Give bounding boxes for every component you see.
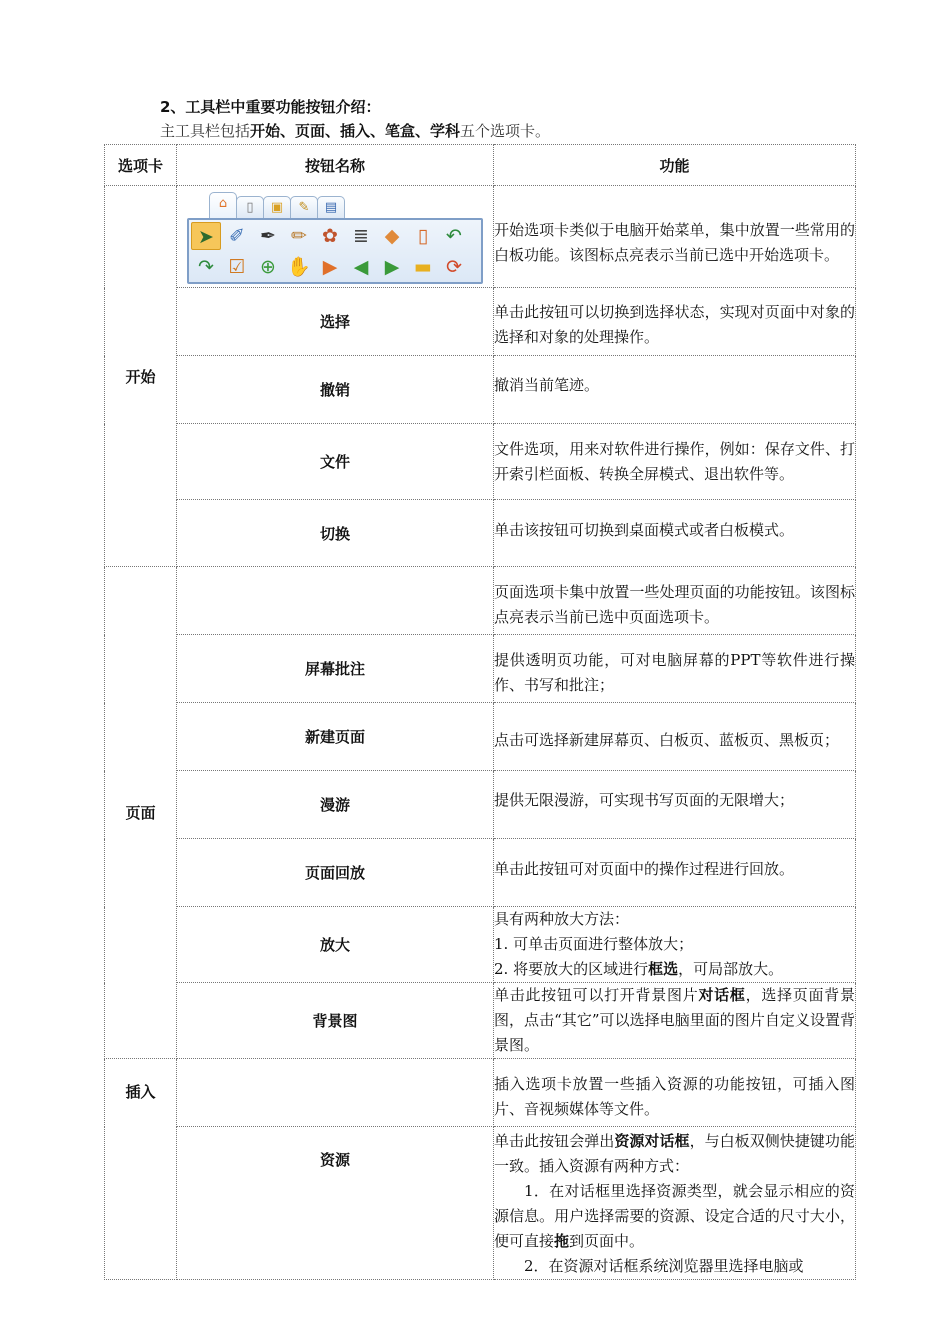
hand-icon: ✋ <box>287 255 311 278</box>
table-row <box>105 288 856 356</box>
table-row <box>105 424 856 500</box>
function-line: 2．在资源对话框系统浏览器里选择电脑或 <box>524 1257 804 1275</box>
select-arrow-icon: ➤ <box>191 222 221 250</box>
function-text: 提供无限漫游，可实现书写页面的无限增大； <box>494 791 795 809</box>
toolbar-screenshot <box>185 188 485 286</box>
toolbar-function-table <box>104 144 856 1280</box>
function-text: 文件选项，用来对软件进行操作，例如：保存文件、打开索引栏面板、转换全屏模式、退出软件等。 <box>494 439 855 483</box>
header-tab: 选项卡 <box>105 145 177 186</box>
function-keyword: 对话框 <box>698 986 746 1004</box>
function-cell <box>494 635 856 703</box>
home-icon: ⌂ <box>209 192 237 219</box>
eraser-icon: ◆ <box>384 224 400 247</box>
playback-icon: ▶ <box>322 255 338 278</box>
header-function: 功能 <box>494 145 856 186</box>
function-line <box>494 1129 855 1179</box>
tab-page-cell: 页面 <box>105 567 177 1059</box>
function-text: ，选择页面背景图，点击“其它”可以选择电脑里面的图片自定义设置背景图。 <box>494 986 855 1054</box>
button-name-cell: 撤销 <box>177 356 494 424</box>
button-name-cell: 背景图 <box>177 983 494 1059</box>
function-text: 页面选项卡集中放置一些处理页面的功能按钮。该图标点亮表示当前已选中页面选项卡。 <box>494 582 855 626</box>
function-text: 单击此按钮可对页面中的操作过程进行回放。 <box>494 860 795 878</box>
new-page-icon: ⊕ <box>260 255 276 278</box>
function-cell <box>494 567 856 635</box>
function-cell <box>494 1127 856 1280</box>
function-cell <box>494 424 856 500</box>
refresh-icon: ⟳ <box>446 255 462 278</box>
function-text: 插入选项卡放置一些插入资源的功能按钮，可插入图片、音视频媒体等文件。 <box>494 1074 855 1118</box>
table-row <box>105 500 856 567</box>
next-page-icon: ▶ <box>384 255 400 278</box>
toolbar-row-1 <box>191 222 469 252</box>
function-cell <box>494 839 856 907</box>
function-cell <box>494 288 856 356</box>
redo-icon: ↷ <box>198 255 214 278</box>
function-text: ，可局部放大。 <box>678 960 784 978</box>
intro-suffix: 五个选项卡。 <box>460 122 551 140</box>
insert-icon: ▣ <box>263 196 291 219</box>
button-name-cell: 文件 <box>177 424 494 500</box>
toolbar-image-cell <box>177 186 494 288</box>
table-row <box>105 703 856 771</box>
table-row <box>105 907 856 983</box>
function-line: 1. 可单击页面进行整体放大； <box>494 935 694 953</box>
file-icon: ▯ <box>417 224 429 247</box>
function-keyword: 框选 <box>648 960 679 978</box>
function-cell <box>494 500 856 567</box>
function-text: ，与白板双侧快捷键功能一致。插入资源有两种方式： <box>494 1132 855 1175</box>
table-row <box>105 356 856 424</box>
palette-icon: ✿ <box>322 224 338 247</box>
intro-tab-list: 开始、页面、插入、笔盒、学科 <box>250 122 461 140</box>
button-name-cell <box>177 567 494 635</box>
table-row <box>105 771 856 839</box>
button-name-cell: 页面回放 <box>177 839 494 907</box>
table-row <box>105 567 856 635</box>
ruler-pen-icon: ✐ <box>229 224 245 247</box>
function-text: 开始选项卡类似于电脑开始菜单，集中放置一些常用的白板功能。该图标点亮表示当前已选中开始选项卡。 <box>494 220 855 264</box>
button-name-cell: 放大 <box>177 907 494 983</box>
function-text: 单击该按钮可切换到桌面模式或者白板模式。 <box>494 520 795 539</box>
button-name-cell: 漫游 <box>177 771 494 839</box>
function-text: 撤消当前笔迹。 <box>494 376 600 394</box>
button-name-cell: 新建页面 <box>177 703 494 771</box>
function-text: 2. 将要放大的区域进行 <box>494 960 649 978</box>
folder-icon: ▬ <box>414 255 432 278</box>
tab-start-cell: 开始 <box>105 186 177 567</box>
toolbar-tabs <box>189 192 359 218</box>
tab-insert-cell: 插入 <box>105 1059 177 1280</box>
table-row <box>105 1059 856 1127</box>
function-text: 点击可选择新建屏幕页、白板页、蓝板页、黑板页； <box>494 731 840 749</box>
prev-page-icon: ◀ <box>353 255 369 278</box>
function-text: 单击此按钮可以打开背景图片 <box>494 986 699 1004</box>
function-cell <box>494 983 856 1059</box>
function-text: 到页面中。 <box>569 1232 645 1250</box>
function-text: 提供透明页功能，可对电脑屏幕的PPT等软件进行操作、书写和批注； <box>494 650 855 694</box>
function-keyword: 拖 <box>554 1232 570 1250</box>
function-cell <box>494 356 856 424</box>
toolbar-panel <box>187 218 483 284</box>
button-name-cell: 切换 <box>177 500 494 567</box>
toolbar-row-2 <box>191 253 469 283</box>
brush-icon: ✒ <box>260 224 276 247</box>
function-line: 具有两种放大方法： <box>494 910 630 928</box>
function-cell <box>494 703 856 771</box>
function-cell <box>494 907 856 983</box>
table-row <box>105 839 856 907</box>
intro-prefix: 主工具栏包括 <box>160 122 251 140</box>
table-row <box>105 1127 856 1280</box>
function-text: 1．在对话框里选择资源类型，就会显示相应的资源信息。用户选择需要的资源、设定合适的尺寸大小，便可直接 <box>494 1182 855 1250</box>
table-row <box>105 186 856 288</box>
table-header-row <box>105 145 856 186</box>
function-cell <box>494 186 856 288</box>
table-row <box>105 635 856 703</box>
header-button-name: 按钮名称 <box>177 145 494 186</box>
button-name-cell: 资源 <box>177 1127 494 1280</box>
function-line <box>494 1179 855 1254</box>
function-line <box>494 957 855 982</box>
function-text: 单击此按钮会弹出 <box>494 1132 615 1150</box>
function-cell <box>494 1059 856 1127</box>
subject-icon: ▤ <box>317 196 345 219</box>
undo-icon: ↶ <box>446 224 462 247</box>
section-heading: 2、工具栏中重要功能按钮介绍： <box>160 98 381 116</box>
button-name-cell: 选择 <box>177 288 494 356</box>
button-name-cell <box>177 1059 494 1127</box>
penbox-icon: ✎ <box>290 196 318 219</box>
edit-icon: ☑ <box>228 255 246 278</box>
function-keyword: 资源对话框 <box>614 1132 690 1150</box>
function-text: 单击此按钮可以切换到选择状态，实现对页面中对象的选择和对象的处理操作。 <box>494 302 855 346</box>
intro-paragraph <box>160 121 550 141</box>
text-icon: ≣ <box>353 224 369 247</box>
paintbrush-icon: ✏ <box>291 224 307 247</box>
button-name-cell: 屏幕批注 <box>177 635 494 703</box>
page-icon: ▯ <box>236 196 264 219</box>
table-row <box>105 983 856 1059</box>
function-cell <box>494 771 856 839</box>
